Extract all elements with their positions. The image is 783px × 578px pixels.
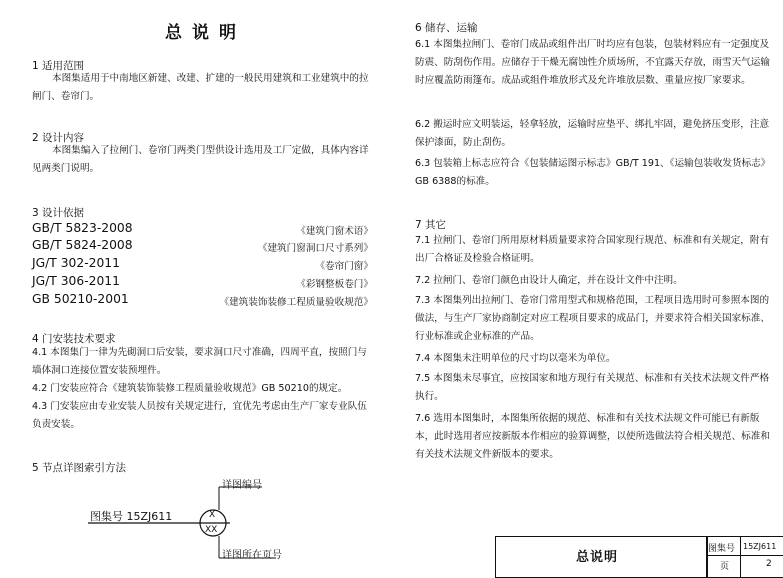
section-4-heading: 4 门安装技术要求	[32, 333, 116, 345]
section-5-heading: 5 节点详图索引方法	[32, 462, 127, 474]
section-4-item: 4.3 门安装应由专业安装人员按有关规定进行，宜优先考虑由生产厂家专业队伍负责安装。	[32, 401, 367, 430]
page-label: 页	[720, 562, 730, 572]
standard-code: JG/T 306-2011	[32, 274, 120, 288]
section-6-item: 6.2 搬运时应文明装运，轻拿轻放，运输时应垫平、绑扎牢固，避免挤压变形，注意保护漆面，防止刮伤。	[415, 119, 770, 148]
section-7-item: 7.5 本图集未尽事宜，应按国家和地方现行有关规范、标准和有关技术法规文件严格执行。	[415, 373, 770, 402]
section-1-heading: 1 适用范围	[32, 60, 85, 72]
section-6-heading: 6 储存、运输	[415, 22, 478, 34]
standard-code: JG/T 302-2011	[32, 256, 120, 270]
section-4-item: 4.1 本图集门一律为先砌洞口后安装，要求洞口尺寸准确，四周平直，按照门与墙体洞口连接位置安装预埋件。	[32, 347, 367, 376]
title-block-name: 总说明	[576, 550, 619, 565]
atlas-number-label: 图集号 15ZJ611	[90, 510, 173, 523]
atlas-number-label: 图集号	[708, 544, 736, 554]
section-4-item: 4.2 门安装应符合《建筑装饰装修工程质量验收规范》GB 50210的规定。	[32, 383, 348, 394]
standard-code: GB/T 5824-2008	[32, 238, 133, 252]
detail-number-label: 详图编号	[222, 480, 262, 491]
standard-name: 《彩钢整板卷门》	[296, 279, 373, 290]
section-7-item: 7.2 拉闸门、卷帘门颜色由设计人确定，并在设计文件中注明。	[415, 275, 683, 286]
standard-name: 《建筑装饰装修工程质量验收规范》	[219, 297, 373, 308]
standard-name: 《卷帘门窗》	[315, 261, 373, 272]
section-7-item: 7.6 选用本图集时，本图集所依据的规范、标准和有关技术法规文件可能已有新版本，此时选用者应按新版本作相应的验算调整，以使所选做法符合相关规范、标准和有关技术法规文件新版本的要求。	[415, 413, 770, 460]
standard-code: GB/T 5823-2008	[32, 221, 133, 235]
section-7-heading: 7 其它	[415, 219, 447, 231]
atlas-number-value: 15ZJ611	[743, 542, 777, 551]
standard-name: 《建筑门窗洞口尺寸系列》	[257, 243, 373, 254]
section-2-heading: 2 设计内容	[32, 132, 85, 144]
index-symbol-bottom: XX	[205, 525, 218, 535]
section-1-body: 本图集适用于中南地区新建、改建、扩建的一般民用建筑和工业建筑中的拉闸门、卷帘门。	[32, 73, 369, 102]
page-title: 总说明	[165, 23, 246, 43]
section-6-item: 6.3 包装箱上标志应符合《包装储运图示标志》GB/T 191、《运输包装收发货标志》GB 6388的标准。	[415, 158, 771, 187]
standard-code: GB 50210-2001	[32, 292, 129, 306]
section-2-body: 本图集编入了拉闸门、卷帘门两类门型供设计选用及工厂定做，具体内容详见两类门说明。	[32, 145, 369, 174]
index-symbol-top: X	[209, 510, 216, 520]
page-number-label: 详图所在页号	[222, 550, 282, 561]
standard-name: 《建筑门窗术语》	[296, 226, 373, 237]
section-7-item: 7.4 本图集未注明单位的尺寸均以毫米为单位。	[415, 353, 616, 364]
section-6-item: 6.1 本图集拉闸门、卷帘门成品或组件出厂时均应有包装，包装材料应有一定强度及防震、防刮伤作用。应储存于干燥无腐蚀性介质场所，不宜露天存放，雨雪天气运输时应覆盖防雨篷布。成品或组件堆放形式及允许堆放层数、重量应按厂家要求。	[415, 39, 770, 86]
section-7-item: 7.1 拉闸门、卷帘门所用原材料质量要求符合国家现行规范、标准和有关规定，附有出厂合格证及检验合格证明。	[415, 235, 770, 264]
page-value: 2	[766, 559, 772, 569]
section-7-item: 7.3 本图集列出拉闸门、卷帘门常用型式和规格范围，工程项目选用时可参照本图的做法，与生产厂家协商制定对应工程项目要求的成品门，并要求符合相关国家标准、行业标准或企业标准的产品。	[415, 295, 770, 342]
section-3-heading: 3 设计依据	[32, 207, 85, 219]
title-block	[495, 536, 783, 578]
